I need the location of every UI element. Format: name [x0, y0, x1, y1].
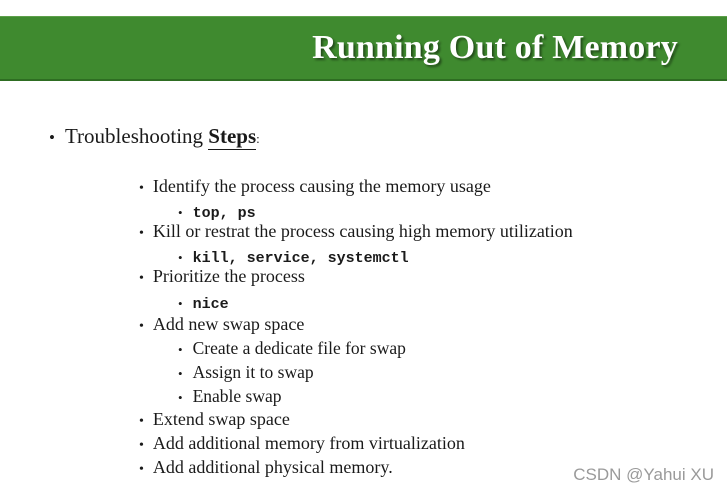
list-item-text: Assign it to swap	[192, 362, 314, 382]
list-item-text: Enable swap	[192, 386, 282, 406]
bullet: •	[139, 414, 144, 429]
bullet: •	[178, 250, 183, 265]
list-item	[139, 176, 491, 197]
list-item-text: Create a dedicate file for swap	[192, 338, 406, 358]
list-item	[139, 314, 304, 335]
list-item	[178, 362, 314, 383]
title-bar	[0, 16, 727, 81]
list-item	[139, 409, 290, 430]
list-item	[178, 201, 256, 222]
bullet: •	[139, 226, 144, 241]
bullet: •	[178, 342, 183, 357]
list-item	[178, 246, 409, 267]
list-item	[139, 457, 393, 478]
list-item	[139, 221, 573, 242]
slide-title: Running Out of Memory	[312, 29, 678, 66]
list-item-text: Add new swap space	[152, 314, 305, 334]
list-item	[139, 266, 305, 287]
bullet: •	[139, 319, 144, 334]
list-item	[178, 292, 229, 313]
bullet: •	[178, 205, 183, 220]
list-item	[178, 386, 282, 407]
bullet: •	[139, 271, 144, 286]
command-text: top, ps	[192, 205, 256, 222]
bullet: •	[178, 390, 183, 405]
bullet: •	[178, 296, 183, 311]
heading-emphasis-steps: Steps	[208, 124, 257, 148]
bullet: •	[178, 366, 183, 381]
heading-colon: :	[256, 131, 260, 146]
bullet: •	[139, 462, 144, 477]
heading-text: Troubleshooting	[64, 124, 209, 148]
watermark: CSDN @Yahui XU	[573, 465, 714, 484]
list-item-text: Extend swap space	[152, 409, 290, 429]
list-item-text: Identify the process causing the memory usage	[152, 176, 491, 196]
command-text: nice	[192, 296, 229, 313]
list-item	[139, 433, 465, 454]
heading-line	[49, 124, 260, 149]
bullet: •	[139, 438, 144, 453]
bullet: •	[49, 128, 55, 147]
list-item-text: Kill or restrat the process causing high memory utilization	[152, 221, 573, 241]
list-item-text: Prioritize the process	[152, 266, 305, 286]
command-text: kill, service, systemctl	[192, 250, 409, 267]
list-item	[178, 338, 406, 359]
list-item-text: Add additional physical memory.	[152, 457, 393, 477]
bullet: •	[139, 181, 144, 196]
list-item-text: Add additional memory from virtualization	[152, 433, 465, 453]
